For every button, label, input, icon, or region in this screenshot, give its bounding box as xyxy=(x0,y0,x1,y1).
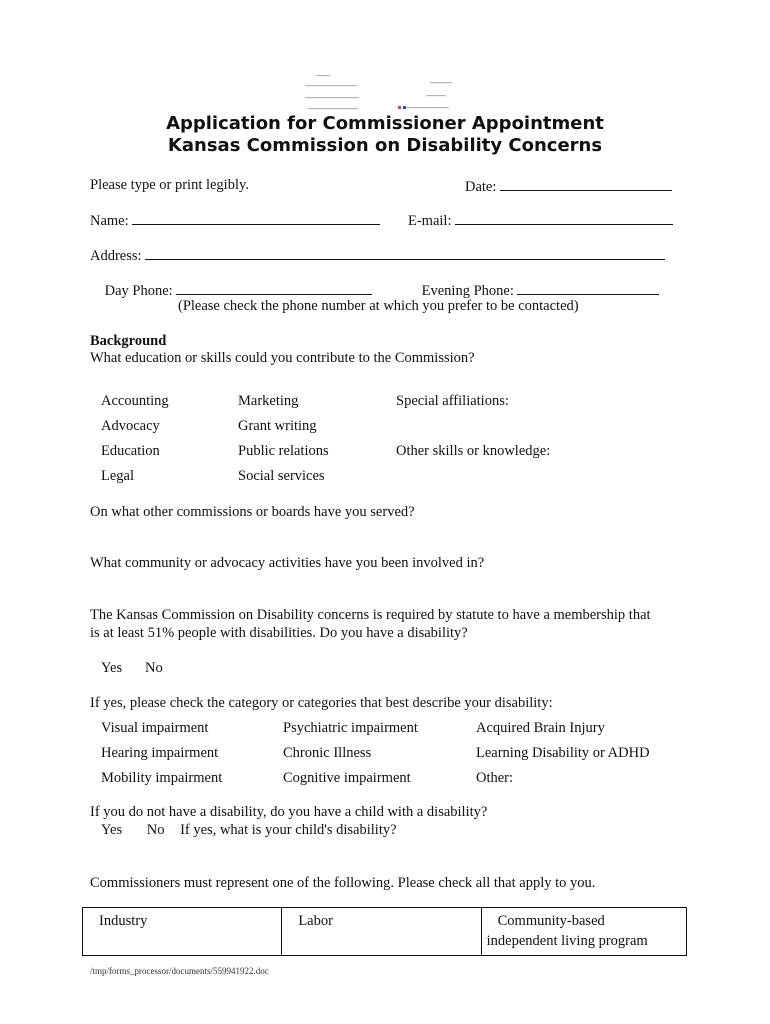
email-field[interactable] xyxy=(408,211,673,230)
category-learning[interactable] xyxy=(465,745,650,762)
category-cognitive[interactable] xyxy=(272,770,411,787)
category-label: Visual impairment xyxy=(101,720,209,736)
skill-public-relations[interactable] xyxy=(227,443,329,460)
yes-label: Yes xyxy=(101,660,123,676)
category-label: Chronic Illness xyxy=(283,745,372,761)
date-field[interactable] xyxy=(465,177,672,196)
skill-grant-writing[interactable] xyxy=(227,418,317,435)
industry-label: Industry xyxy=(99,913,148,929)
date-label: Date: xyxy=(465,179,497,195)
child-question: If you do not have a disability, do you have a child with a disability? xyxy=(90,804,488,820)
instruction-text: Please type or print legibly. xyxy=(90,177,249,193)
statute-text-line2: is at least 51% people with disabilities. Do you have a disability? xyxy=(90,625,468,641)
day-phone-label: Day Phone: xyxy=(104,283,173,299)
skill-label: Accounting xyxy=(101,393,169,409)
address-label: Address: xyxy=(90,248,142,264)
category-label: Psychiatric impairment xyxy=(283,720,418,736)
category-prompt: If yes, please check the category or categories that best describe your disability: xyxy=(90,695,553,711)
skill-social-services[interactable] xyxy=(227,468,325,485)
footer-path: /tmp/forms_processor/documents/559941922.doc xyxy=(90,966,269,976)
category-hearing[interactable] xyxy=(90,745,218,762)
name-field[interactable] xyxy=(90,211,380,230)
category-label: Acquired Brain Injury xyxy=(476,720,605,736)
child-followup: If yes, what is your child's disability? xyxy=(180,822,397,838)
skill-education[interactable] xyxy=(90,443,160,460)
evening-phone-label: Evening Phone: xyxy=(421,283,514,299)
disability-no[interactable] xyxy=(134,660,163,677)
address-field[interactable] xyxy=(90,246,665,265)
child-answer-row xyxy=(90,822,397,839)
skill-other-knowledge[interactable] xyxy=(385,443,550,460)
skill-legal[interactable] xyxy=(90,468,134,485)
skill-label: Legal xyxy=(101,468,135,484)
skills-question: What education or skills could you contribute to the Commission? xyxy=(90,350,475,366)
category-psychiatric[interactable] xyxy=(272,720,418,737)
category-mobility[interactable] xyxy=(90,770,222,787)
category-label: Learning Disability or ADHD xyxy=(476,745,650,761)
labor-label: Labor xyxy=(298,913,333,929)
statute-text-line1: The Kansas Commission on Disability concerns is required by statute to have a membership that xyxy=(90,607,651,623)
represent-labor[interactable] xyxy=(282,908,481,956)
skill-label: Other skills or knowledge: xyxy=(396,443,551,459)
evening-phone-blank[interactable] xyxy=(517,281,659,295)
day-phone-blank[interactable] xyxy=(176,281,372,295)
representation-table xyxy=(82,907,687,956)
skill-accounting[interactable] xyxy=(90,393,169,410)
represent-prompt: Commissioners must represent one of the following. Please check all that apply to you. xyxy=(90,875,596,891)
phone-note: (Please check the phone number at which you prefer to be contacted) xyxy=(178,298,579,314)
community-label-line2: independent living program xyxy=(486,933,648,949)
skill-special-affiliations[interactable] xyxy=(385,393,509,410)
name-blank[interactable] xyxy=(132,211,380,225)
disability-yes[interactable] xyxy=(90,660,122,677)
category-visual[interactable] xyxy=(90,720,208,737)
represent-community[interactable] xyxy=(481,908,686,956)
category-label: Mobility impairment xyxy=(101,770,223,786)
boards-question: On what other commissions or boards have you served? xyxy=(90,504,415,520)
skill-label: Grant writing xyxy=(238,418,317,434)
skill-label: Public relations xyxy=(238,443,329,459)
address-blank[interactable] xyxy=(145,246,665,260)
date-blank[interactable] xyxy=(500,177,672,191)
yes-label: Yes xyxy=(101,822,123,838)
category-brain-injury[interactable] xyxy=(465,720,605,737)
form-title: Application for Commissioner Appointment xyxy=(166,113,604,134)
category-label: Hearing impairment xyxy=(101,745,219,761)
skill-label: Special affiliations: xyxy=(396,393,509,409)
no-label: No xyxy=(146,822,165,838)
skill-marketing[interactable] xyxy=(227,393,298,410)
community-question: What community or advocacy activities have you been involved in? xyxy=(90,555,485,571)
name-label: Name: xyxy=(90,213,129,229)
form-subtitle: Kansas Commission on Disability Concerns xyxy=(167,135,603,156)
represent-industry[interactable] xyxy=(83,908,282,956)
email-label: E-mail: xyxy=(408,213,452,229)
email-blank[interactable] xyxy=(455,211,673,225)
commission-logo-image xyxy=(300,72,460,112)
no-label: No xyxy=(145,660,163,676)
table-row xyxy=(83,908,687,956)
child-yes[interactable] xyxy=(90,822,122,838)
skill-label: Advocacy xyxy=(101,418,160,434)
background-heading: Background xyxy=(90,333,167,349)
child-no[interactable] xyxy=(136,822,165,838)
skill-advocacy[interactable] xyxy=(90,418,160,435)
skill-label: Marketing xyxy=(238,393,299,409)
skill-label: Social services xyxy=(238,468,325,484)
category-label: Cognitive impairment xyxy=(283,770,411,786)
category-other[interactable] xyxy=(465,770,513,787)
category-label: Other: xyxy=(476,770,514,786)
skill-label: Education xyxy=(101,443,160,459)
category-chronic[interactable] xyxy=(272,745,371,762)
community-label-line1: Community-based xyxy=(497,913,605,929)
